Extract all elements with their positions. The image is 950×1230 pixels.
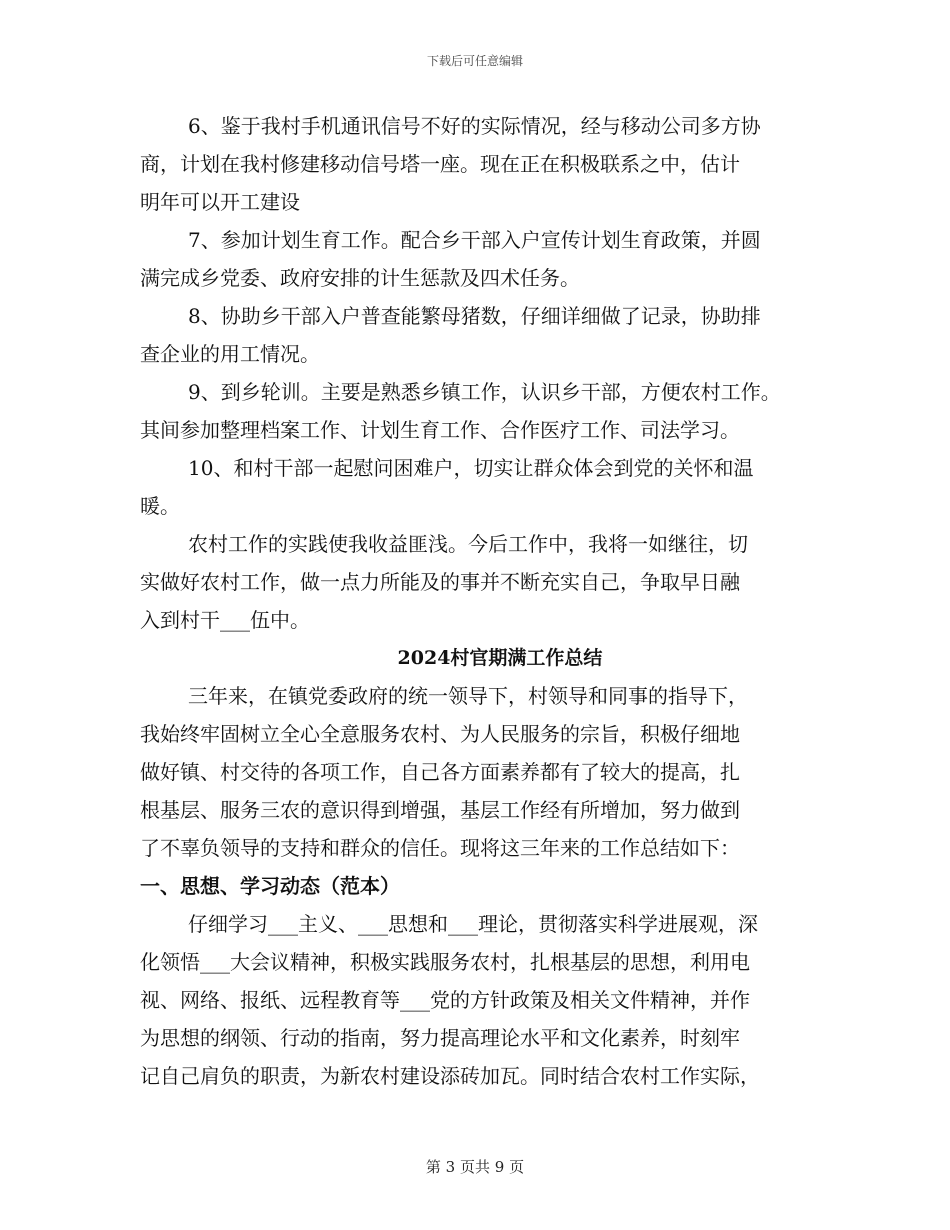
paragraph-line: 入到村干___伍中。 bbox=[140, 608, 310, 632]
paragraph-line: 实做好农村工作，做一点力所能及的事并不断充实自己，争取早日融 bbox=[140, 570, 740, 594]
paragraph-line: 其间参加整理档案工作、计划生育工作、合作医疗工作、司法学习。 bbox=[140, 418, 740, 442]
paragraph-line: 商，计划在我村修建移动信号塔一座。现在正在积极联系之中，估计 bbox=[140, 152, 740, 176]
paragraph-line: 查企业的用工情况。 bbox=[140, 342, 320, 366]
paragraph-line: 10、和村干部一起慰问困难户，切实让群众体会到党的关怀和温 bbox=[188, 456, 754, 480]
paragraph-line: 暖。 bbox=[140, 494, 180, 518]
page-footer: 第 3 页共 9 页 bbox=[425, 1158, 525, 1176]
paragraph-line: 为思想的纲领、行动的指南，努力提高理论水平和文化素养，时刻牢 bbox=[140, 1026, 740, 1050]
document-body bbox=[140, 107, 830, 1095]
paragraph-line: 做好镇、村交待的各项工作，自己各方面素养都有了较大的提高，扎 bbox=[140, 760, 740, 784]
paragraph-line: 根基层、服务三农的意识得到增强，基层工作经有所增加，努力做到 bbox=[140, 798, 740, 822]
paragraph-line: 7、参加计划生育工作。配合乡干部入户宣传计划生育政策，并圆 bbox=[188, 228, 761, 252]
paragraph-line: 三年来，在镇党委政府的统一领导下，村领导和同事的指导下， bbox=[188, 684, 748, 708]
paragraph-line: 明年可以开工建设 bbox=[140, 190, 300, 214]
paragraph-line: 农村工作的实践使我收益匪浅。今后工作中，我将一如继往，切 bbox=[188, 532, 748, 556]
paragraph-line: 记自己肩负的职责，为新农村建设添砖加瓦。同时结合农村工作实际， bbox=[140, 1064, 760, 1088]
paragraph-line: 仔细学习___主义、___思想和___理论，贯彻落实科学进展观，深 bbox=[188, 912, 758, 936]
paragraph-line: 我始终牢固树立全心全意服务农村、为人民服务的宗旨，积极仔细地 bbox=[140, 722, 740, 746]
paragraph-line: 了不辜负领导的支持和群众的信任。现将这三年来的工作总结如下： bbox=[140, 836, 740, 860]
paragraph-line: 9、到乡轮训。主要是熟悉乡镇工作，认识乡干部，方便农村工作。 bbox=[188, 380, 781, 404]
subsection-heading: 一、思想、学习动态（范本） bbox=[140, 874, 400, 898]
paragraph-line: 6、鉴于我村手机通讯信号不好的实际情况，经与移动公司多方协 bbox=[188, 114, 761, 138]
paragraph-line: 满完成乡党委、政府安排的计生惩款及四术任务。 bbox=[140, 266, 580, 290]
paragraph-line: 视、网络、报纸、远程教育等___党的方针政策及相关文件精神，并作 bbox=[140, 988, 750, 1012]
paragraph-line: 化领悟___大会议精神，积极实践服务农村，扎根基层的思想，利用电 bbox=[140, 950, 750, 974]
header-note: 下载后可任意编辑 bbox=[426, 54, 523, 68]
section-title: 2024村官期满工作总结 bbox=[397, 647, 603, 669]
paragraph-line: 8、协助乡干部入户普查能繁母猪数，仔细详细做了记录，协助排 bbox=[188, 304, 761, 328]
